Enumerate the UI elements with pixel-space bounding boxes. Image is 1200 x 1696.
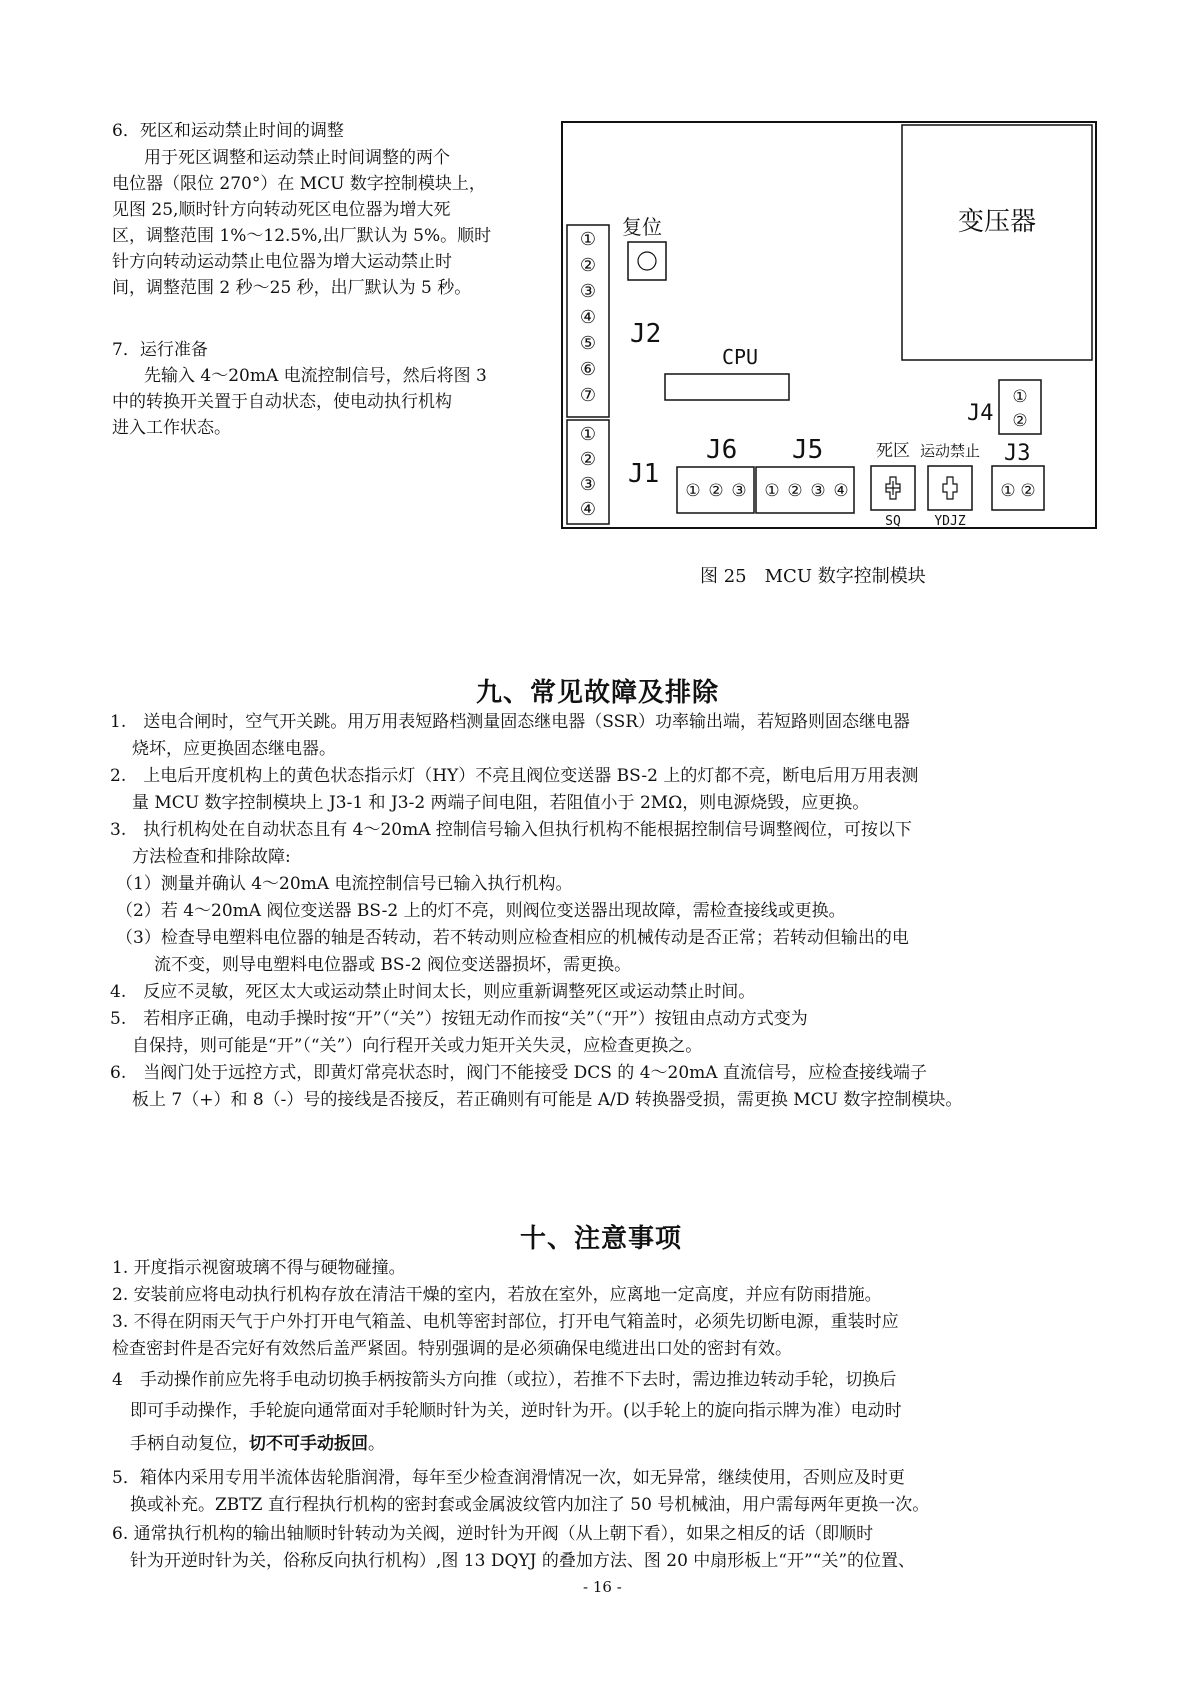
section7-line: 进入工作状态。	[112, 418, 231, 438]
j6-label: J6	[706, 435, 738, 465]
chapter9-heading: 九、常见故障及排除	[476, 678, 720, 708]
ch10-line: 4 手动操作前应先将手电动切换手柄按箭头方向推（或拉），若推不下去时，需边推边转动手轮，切换后	[112, 1370, 897, 1390]
ch9-line: 板上 7（+）和 8（-）号的接线是否接反，若正确则有可能是 A/D 转换器受损，需更换 MCU 数字控制模块。	[132, 1090, 963, 1110]
j6-pin: ②	[708, 481, 724, 501]
ch9-line: 流不变，则导电塑料电位器或 BS-2 阀位变送器损坏，需更换。	[154, 955, 632, 975]
ch10-line: 6. 通常执行机构的输出轴顺时针转动为关阀，逆时针为开阀（从上朝下看），如果之相反的话（即顺时	[112, 1524, 874, 1544]
section7-title: 7．运行准备	[112, 340, 208, 360]
ch10-line: 1. 开度指示视窗玻璃不得与硬物碰撞。	[112, 1258, 406, 1278]
section6-line: 针方向转动运动禁止电位器为增大运动禁止时	[112, 252, 452, 272]
ch10-line: 5．箱体内采用专用半流体齿轮脂润滑，每年至少检查润滑情况一次，如无异常，继续使用，否则应及时更	[112, 1468, 905, 1488]
chapter10-heading: 十、注意事项	[520, 1224, 683, 1254]
figure-caption: 图 25 MCU 数字控制模块	[700, 566, 926, 587]
ch10-line-end: 。	[368, 1434, 385, 1454]
j2-pin: ②	[579, 255, 597, 276]
cpu-chip	[665, 374, 789, 400]
j6-pin: ①	[685, 481, 701, 501]
ch9-line: （1）测量并确认 4～20mA 电流控制信号已输入执行机构。	[116, 874, 573, 894]
ch10-line: 2. 安装前应将电动执行机构存放在清洁干燥的室内，若放在室外，应离地一定高度，并应有防雨措施。	[112, 1285, 882, 1305]
j2-pin: ④	[579, 307, 597, 328]
j3-pins	[1000, 481, 1035, 501]
j5-label: J5	[792, 435, 824, 465]
ch9-line: （3）检查导电塑料电位器的轴是否转动，若不转动则应检查相应的机械传动是否正常；若转动但输出的电	[116, 928, 909, 948]
ch9-line: 4. 反应不灵敏，死区太大或运动禁止时间太长，则应重新调整死区或运动禁止时间。	[110, 982, 756, 1002]
sq-label: SQ	[885, 514, 901, 529]
j4-label: J4	[967, 401, 994, 426]
j4-pin: ①	[1012, 387, 1028, 407]
j5-pin: ④	[833, 481, 849, 501]
ch9-line: 3. 执行机构处在自动状态且有 4～20mA 控制信号输入但执行机构不能根据控制信号调整阀位，可按以下	[110, 820, 912, 840]
ch10-line-with-bold	[130, 1432, 385, 1457]
ch9-line: 6. 当阀门处于远控方式，即黄灯常亮状态时，阀门不能接受 DCS 的 4～20mA 直流信号，应检查接线端子	[110, 1063, 927, 1083]
reset-label: 复位	[622, 215, 662, 239]
j6-pins	[685, 481, 746, 501]
page-number: - 16 -	[583, 1578, 622, 1596]
section6-line: 见图 25,顺时针方向转动死区电位器为增大死	[112, 200, 451, 220]
j5-pin: ③	[810, 481, 826, 501]
j2-pin: ⑦	[579, 385, 597, 406]
j1-pins	[580, 424, 596, 520]
ch9-line: 自保持，则可能是“开”（“关”）向行程开关或力矩开关失灵，应检查更换之。	[132, 1036, 703, 1056]
cpu-label: CPU	[721, 345, 759, 369]
section7-line: 先输入 4～20mA 电流控制信号，然后将图 3	[144, 366, 487, 386]
j1-label: J1	[628, 459, 660, 489]
j1-pin: ③	[579, 474, 597, 495]
ch10-line: 3. 不得在阴雨天气于户外打开电气箱盖、电机等密封部位，打开电气箱盖时，必须先切断电源，重装时应	[112, 1312, 899, 1332]
deadzone-label: 死区	[876, 441, 910, 461]
section6-line: 间，调整范围 2 秒～25 秒，出厂默认为 5 秒。	[112, 278, 472, 298]
j6-pin: ③	[731, 481, 747, 501]
ch9-line: 烧坏，应更换固态继电器。	[132, 739, 336, 759]
j4-pin: ②	[1012, 411, 1028, 431]
ch10-line-text: 手柄自动复位，	[130, 1434, 249, 1454]
ch9-line: （2）若 4～20mA 阀位变送器 BS-2 上的灯不亮，则阀位变送器出现故障，需检查接线或更换。	[116, 901, 846, 921]
j1-pin: ②	[579, 449, 597, 470]
j2-label: J2	[630, 319, 662, 349]
motion-inhibit-potentiometer	[928, 466, 972, 510]
j5-pin: ②	[787, 481, 803, 501]
reset-button-frame	[628, 242, 666, 280]
section6-title: 6．死区和运动禁止时间的调整	[112, 121, 344, 141]
j3-label: J3	[1004, 441, 1031, 466]
ch10-line: 换或补充。ZBTZ 直行程执行机构的密封套或金属波纹管内加注了 50 号机械油，用户需每两年更换一次。	[130, 1495, 930, 1515]
transformer-label: 变压器	[957, 207, 1037, 237]
j1-pin: ①	[579, 424, 597, 445]
transformer-box	[902, 125, 1092, 360]
j4-pins	[1012, 387, 1027, 431]
ch9-line: 量 MCU 数字控制模块上 J3-1 和 J3-2 两端子间电阻，若阻值小于 2MΩ，则电源烧毁，应更换。	[132, 793, 870, 813]
j5-pin: ①	[764, 481, 780, 501]
motion-inhibit-label: 运动禁止	[919, 442, 981, 460]
j2-pin: ③	[579, 281, 597, 302]
ch10-line: 即可手动操作，手轮旋向通常面对手轮顺时针为关，逆时针为开。(以手轮上的旋向指示牌为准）电动时	[130, 1401, 902, 1421]
j3-pin: ②	[1020, 481, 1036, 501]
ch9-line: 1. 送电合闸时，空气开关跳。用万用表短路档测量固态继电器（SSR）功率输出端，若短路则固态继电器	[110, 712, 911, 732]
section6-line: 电位器（限位 270°）在 MCU 数字控制模块上，	[112, 174, 486, 194]
j3-pin: ①	[1000, 481, 1016, 501]
section6-line: 用于死区调整和运动禁止时间调整的两个	[144, 148, 450, 168]
ch10-bold-warning: 切不可手动扳回	[249, 1434, 368, 1454]
ch9-line: 5. 若相序正确，电动手操时按“开”（“关”）按钮无动作而按“关”（“开”）按钮由点动方式变为	[110, 1009, 808, 1029]
j2-pin: ⑤	[579, 333, 597, 354]
j2-pins	[580, 229, 596, 406]
deadzone-cross-icon	[886, 477, 900, 499]
j5-pins	[764, 481, 848, 501]
reset-button	[638, 252, 656, 270]
section6-line: 区，调整范围 1%～12.5%,出厂默认为 5%。顺时	[112, 226, 492, 246]
ch10-line: 检查密封件是否完好有效然后盖严紧固。特别强调的是必须确保电缆进出口处的密封有效。	[112, 1339, 792, 1359]
ch10-line: 针为开逆时针为关，俗称反向执行机构）,图 13 DQYJ 的叠加方法、图 20 中扇形板上“开”“关”的位置、	[130, 1551, 916, 1571]
ch9-line: 2. 上电后开度机构上的黄色状态指示灯（HY）不亮且阀位变送器 BS-2 上的灯都不亮，断电后用万用表测	[110, 766, 919, 786]
j1-pin: ④	[579, 499, 597, 520]
j2-pin: ①	[579, 229, 597, 250]
section7-line: 中的转换开关置于自动状态，使电动执行机构	[112, 392, 452, 412]
ydjz-label: YDJZ	[934, 514, 966, 529]
ch9-line: 方法检查和排除故障:	[132, 847, 291, 867]
mcu-module-diagram	[560, 120, 1100, 530]
j2-pin: ⑥	[579, 359, 597, 380]
motion-cross-icon	[943, 477, 957, 499]
